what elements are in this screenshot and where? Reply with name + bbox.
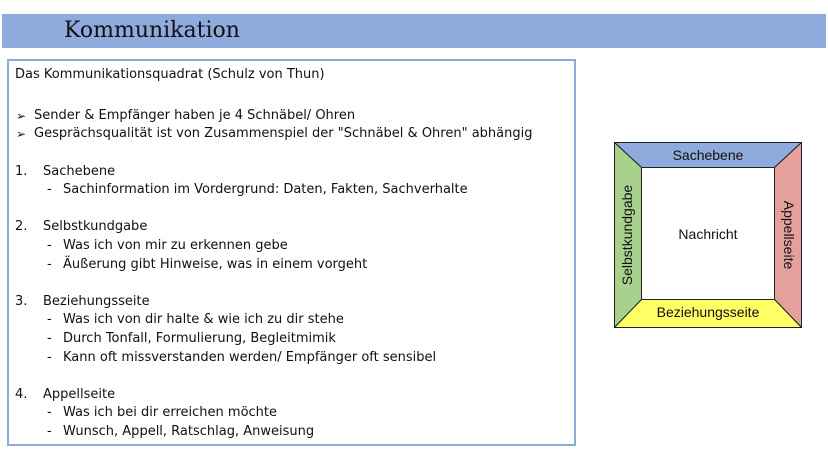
- communication-square-diagram: [614, 142, 802, 328]
- sub-item-text: Was ich bei dir erreichen möchte: [63, 405, 277, 420]
- section-number: 3.: [15, 294, 28, 309]
- arrow-bullet-icon: ➢: [16, 109, 27, 123]
- label-beziehungsseite: Beziehungsseite: [656, 304, 760, 320]
- content-box: [7, 59, 576, 446]
- section-number: 2.: [15, 219, 28, 234]
- section-number: 1.: [15, 164, 28, 179]
- sub-item-text: Was ich von dir halte & wie ich zu dir stehe: [63, 312, 344, 327]
- section-title: Sachebene: [43, 164, 116, 179]
- label-nachricht: Nachricht: [678, 226, 738, 242]
- dash-marker: -: [47, 350, 52, 365]
- sub-item-text: Sachinformation im Vordergrund: Daten, Fakten, Sachverhalte: [63, 182, 468, 197]
- bullet-text: Gesprächsqualität ist von Zusammenspiel der "Schnäbel & Ohren" abhängig: [34, 126, 533, 141]
- section-title: Appellseite: [43, 387, 116, 402]
- slide-title: Kommunikation: [64, 18, 240, 43]
- content-heading: Das Kommunikationsquadrat (Schulz von Thun): [15, 67, 325, 82]
- dash-marker: -: [47, 331, 52, 346]
- dash-marker: -: [47, 182, 52, 197]
- dash-marker: -: [47, 257, 52, 272]
- arrow-bullet-icon: ➢: [16, 127, 27, 141]
- label-sachebene: Sachebene: [672, 147, 744, 163]
- dash-marker: -: [47, 424, 52, 439]
- section-title: Selbstkundgabe: [43, 219, 148, 234]
- sub-item-text: Kann oft missverstanden werden/ Empfänger oft sensibel: [63, 350, 437, 365]
- sub-item-text: Wunsch, Appell, Ratschlag, Anweisung: [63, 424, 315, 439]
- dash-marker: -: [47, 238, 52, 253]
- label-selbstkundgabe: Selbstkundgabe: [619, 184, 635, 286]
- sub-item-text: Was ich von mir zu erkennen gebe: [63, 238, 288, 253]
- dash-marker: -: [47, 312, 52, 327]
- label-appellseite: Appellseite: [781, 200, 797, 270]
- section-number: 4.: [15, 387, 28, 402]
- sub-item-text: Durch Tonfall, Formulierung, Begleitmimik: [63, 331, 336, 346]
- bullet-text: Sender & Empfänger haben je 4 Schnäbel/ Ohren: [34, 108, 356, 123]
- sub-item-text: Äußerung gibt Hinweise, was in einem vorgeht: [63, 257, 368, 272]
- dash-marker: -: [47, 405, 52, 420]
- title-bar: [2, 14, 826, 48]
- section-title: Beziehungsseite: [43, 294, 150, 309]
